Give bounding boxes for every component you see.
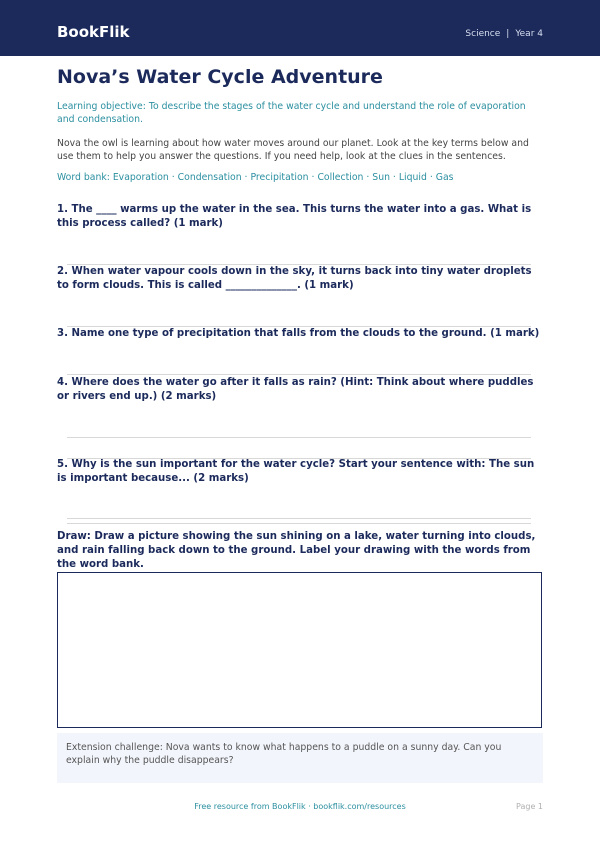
- footer-credit: Free resource from BookFlik · bookflik.com/resources: [194, 802, 406, 811]
- question-1: 1. The ____ warms up the water in the sea. This turns the water into a gas. What is this process called? (1 mark): [57, 204, 532, 229]
- learning-objective: Learning objective: To describe the stages of the water cycle and understand the role of evaporation and condensation.: [57, 101, 526, 125]
- question-5: 5. Why is the sun important for the water cycle? Start your sentence with: The sun is important because... (2 marks): [57, 459, 535, 484]
- intro-text: Nova the owl is learning about how water moves around our planet. Look at the key terms below and use them to help you answer the questions. If you need help, look at the clues in the sentences.: [57, 138, 529, 162]
- answer-line-4a[interactable]: [67, 437, 531, 438]
- header-separator: |: [506, 29, 510, 39]
- drawing-area[interactable]: [57, 572, 542, 728]
- question-3: 3. Name one type of precipitation that falls from the clouds to the ground. (1 mark): [57, 328, 540, 339]
- extension-challenge: Extension challenge: Nova wants to know what happens to a puddle on a sunny day. Can you explain why the puddle disappears?: [57, 733, 543, 783]
- brand-logo: BookFlik: [57, 23, 130, 41]
- answer-line-3[interactable]: [67, 374, 531, 375]
- subject-label: Science: [465, 29, 501, 39]
- word-bank: Word bank: Evaporation · Condensation · Precipitation · Collection · Sun · Liquid · Gas: [57, 172, 454, 183]
- year-label: Year 4: [515, 29, 543, 39]
- page-number: Page 1: [516, 802, 543, 811]
- draw-instructions: Draw: Draw a picture showing the sun shining on a lake, water turning into clouds, and rain falling back down to the ground. Label your drawing with the words from the word bank.: [57, 531, 536, 570]
- page-header: [0, 0, 600, 56]
- question-2: 2. When water vapour cools down in the sky, it turns back into tiny water droplets to form clouds. This is called ______________. (1 mark): [57, 266, 532, 291]
- answer-line-5a[interactable]: [67, 518, 531, 519]
- page-title: Nova’s Water Cycle Adventure: [57, 66, 383, 88]
- header-meta: [465, 28, 543, 40]
- answer-line-5b[interactable]: [67, 523, 531, 524]
- question-4: 4. Where does the water go after it falls as rain? (Hint: Think about where puddles or rivers end up.) (2 marks): [57, 377, 534, 402]
